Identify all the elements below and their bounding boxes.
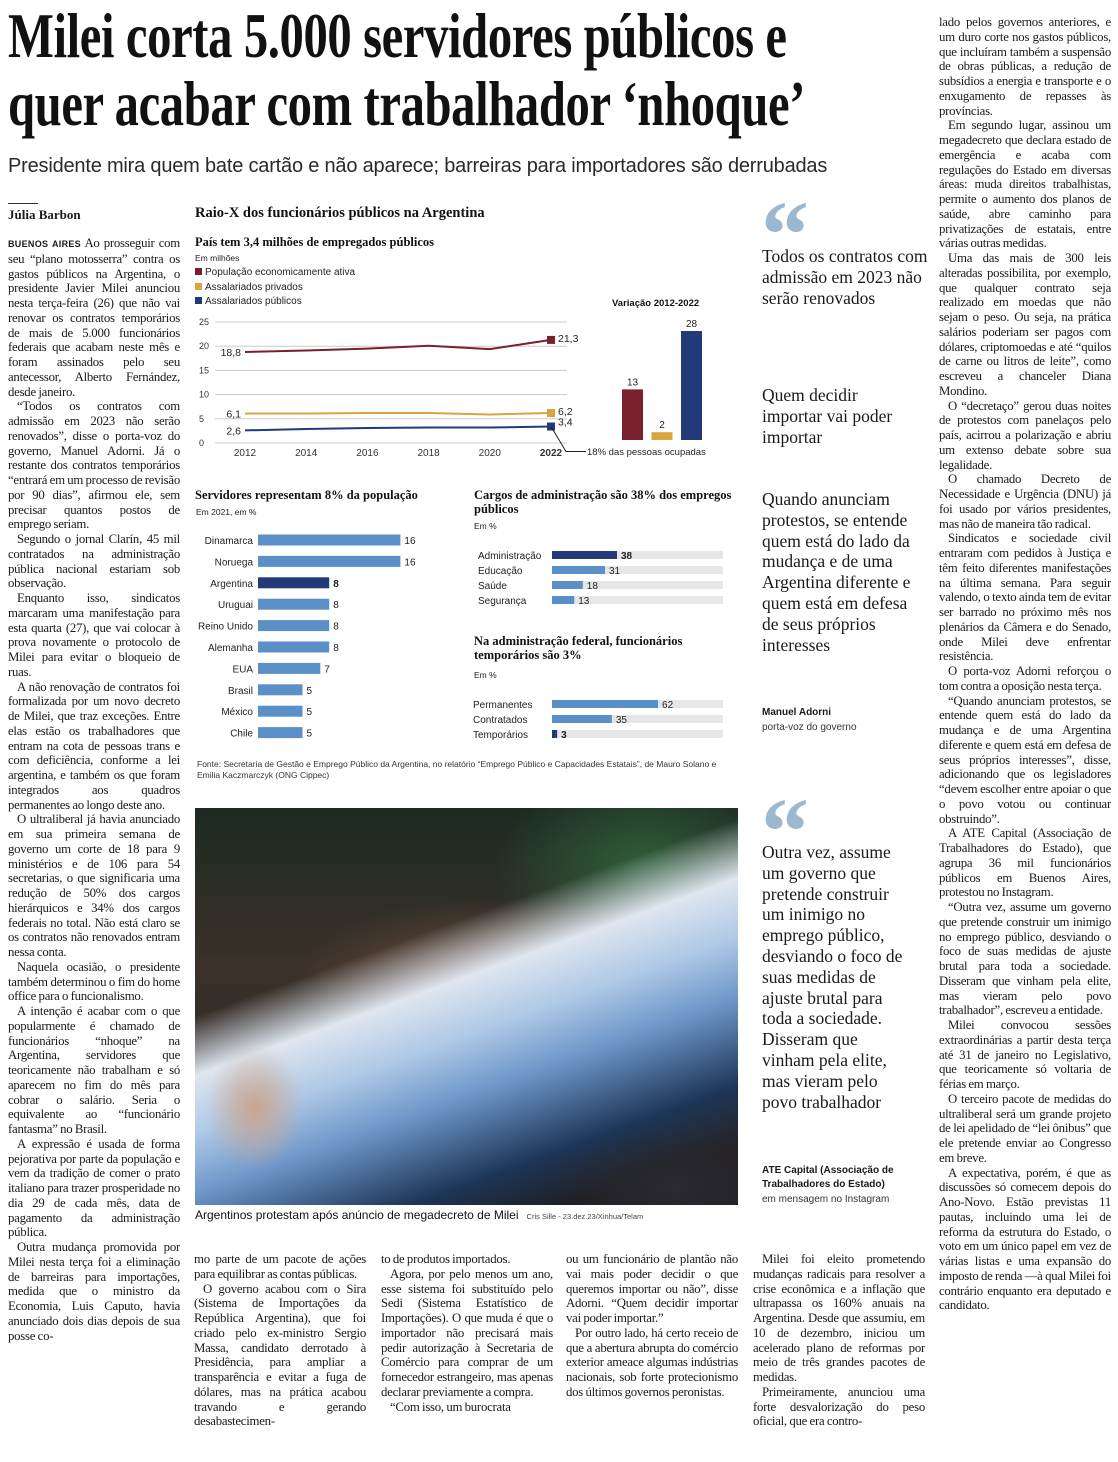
series-line-1	[245, 413, 551, 414]
paragraph-text: O terceiro pacote de medidas do ultraliberal será um grande projeto de lei apelidado de “lei ônibus” que ele pretende enviar ao Congresso em breve.	[939, 1091, 1111, 1165]
series-end-marker	[547, 336, 555, 344]
bar-category-label: Administração	[478, 551, 542, 562]
bar-value-label: 8	[333, 578, 339, 590]
y-tick-label: 15	[199, 365, 210, 376]
bar-value-label: 16	[404, 536, 416, 547]
headline-line-2: quer acabar com trabalhador ‘nhoque’	[8, 68, 806, 139]
paragraph-text: “Quando anunciam protestos, se entende quem está do lado da mudança e de uma Argentina diferente e quem está em defesa de seus próprios interesses”, disse, adicionando que os legisladores “devem escolher entre apoiar o que o povo votou ou continuar obstruindo”.	[939, 693, 1111, 826]
federal-bar-chart	[470, 694, 735, 744]
annotation-label: 18% das pessoas ocupadas	[587, 447, 706, 458]
paragraph	[8, 591, 180, 680]
paragraph	[8, 1004, 180, 1137]
y-tick-label: 10	[199, 389, 210, 400]
paragraph-text: to de produtos importados.	[381, 1252, 511, 1266]
bar-value-label: 5	[306, 707, 313, 719]
bar-category-label: Educação	[478, 566, 523, 577]
quote-author: Manuel Adorni	[762, 707, 832, 718]
paragraph	[939, 664, 1111, 694]
legend-label: População economicamente ativa	[205, 267, 356, 278]
paragraph	[8, 1137, 180, 1240]
bar	[258, 577, 329, 588]
paragraph-text: “Com isso, um burocrata	[390, 1399, 511, 1414]
paragraph	[194, 1282, 366, 1430]
paragraph	[194, 1252, 366, 1282]
paragraph-text: A expressão é usada de forma pejorativa por parte da população e vem da tradição de comer o prato italiano para trazer prosperidade no dia 29 de cada mês, data de pagamento da administração pública.	[8, 1136, 180, 1240]
bar-value-label: 5	[306, 728, 313, 740]
legend-label: Assalariados privados	[205, 281, 303, 293]
photo-caption: Argentinos protestam após anúncio de megadecreto de Milei	[195, 1208, 519, 1222]
photo-credit: Cris Sille - 23.dez.23/Xinhua/Telam	[526, 1212, 644, 1221]
quote-author-role: porta-voz do governo	[762, 722, 857, 733]
quote-mark-icon	[761, 797, 809, 843]
bar	[552, 715, 612, 723]
byline: Júlia Barbon	[8, 207, 81, 222]
bar	[258, 535, 400, 546]
quote-mark-icon	[761, 200, 809, 246]
cargos-chart-title: Cargos de administração são 38% dos empregos públicos	[474, 488, 732, 516]
paragraph-text: Sindicatos e sociedade civil entraram com pedidos à Justiça e têm feito diferentes manifestações na última semana. Para seguir valendo, o texto ainda tem de evitar ser barrado no próximo mês nos plenários da Câmera e do Senado, onde Milei deve enfrentar resistência.	[939, 531, 1111, 664]
paragraph	[8, 236, 180, 399]
subtitle: Presidente mira quem bate cartão e não aparece; barreiras para importadores são derrubadas	[8, 155, 828, 177]
paragraph-text: Por outro lado, há certo receio de que a abertura abrupta do comércio exterior ameace algumas indústrias nacionais, sob forte protecionismo dos últimos governos peronistas.	[566, 1325, 738, 1399]
x-tick-label: 2016	[356, 448, 379, 459]
bar-value-label: 16	[404, 557, 416, 569]
bar	[258, 620, 329, 631]
paragraph-text: Milei convocou sessões extraordinárias a partir desta terça até 31 de janeiro no Legislativo, que teoricamente só voltaria de férias em março.	[939, 1018, 1111, 1091]
series-end-label: 21,3	[558, 332, 579, 345]
pull-quote-1: Todos os contratos com admissão em 2023 não serão renovados	[762, 246, 928, 308]
paragraph	[939, 826, 1111, 900]
pull-quote-2: Quem decidir importar vai poder importar	[762, 385, 893, 447]
paragraph	[939, 118, 1111, 251]
paragraph	[939, 1166, 1111, 1314]
federal-chart-unit: Em %	[474, 670, 497, 680]
paragraph-text: Primeiramente, anunciou uma forte desvalorização do peso oficial, que era contro-	[753, 1384, 925, 1429]
paragraph-text: “Outra vez, assume um governo que pretende construir um inimigo no emprego público, desviando o foco de suas medidas de ajuste brutal para toda a sociedade. Disseram que vinham pela elite, mas vieram pelo povo trabalhador”, escreveu a entidade.	[939, 900, 1111, 1018]
bar-category-label: Argentina	[210, 578, 253, 590]
paragraph	[939, 399, 1111, 473]
bar-category-label: Reino Unido	[197, 621, 253, 633]
paragraph	[753, 1385, 925, 1429]
paragraph-text: ou um funcionário de plantão não vai mais poder decidir o que queremos importar ou não”, disse Adorni. “Quem decidir importar vai poder importar.”	[566, 1252, 738, 1325]
bar	[258, 556, 400, 567]
bar-category-label: Contratados	[473, 715, 528, 726]
paragraph-text: O “decretaço” gerou duas noites de protestos com panelaços pelo país, acirrou a polarização e abriu um extenso debate sobre sua legalidade.	[939, 398, 1111, 472]
series-start-label: 6,1	[226, 408, 241, 421]
bar-category-label: Saúde	[478, 581, 507, 592]
paragraph-text: A ATE Capital (Associação de Trabalhadores do Estado), que agrupa 36 mil funcionários públicos em Buenos Aires, protestou no Instagram.	[939, 826, 1111, 900]
pull-quote-3: Quando anunciam protestos, se entende quem está do lado da mudança e de uma Argentina diferente e quem está em defesa de seus próprios interesses	[762, 489, 911, 655]
paragraph-text: Outra mudança promovida por Milei nesta terça foi a eliminação de barreiras para importações, medida que o ministro da Economia, Luis Caputo, havia anunciado dois dias depois de sua posse co-	[8, 1240, 180, 1343]
bar-category-label: Brasil	[227, 685, 253, 697]
protest-photo	[195, 808, 738, 1205]
bar-category-label: Chile	[230, 728, 253, 740]
paragraph-text: A não renovação de contratos foi formalizada por um novo decreto de Milei, que traz exceções. Entre elas estão os trabalhadores que entram na cota de pessoas trans e com deficiência, conforme a lei argentina, e também os que foram integrados aos quadros permanentes ao longo deste ano.	[8, 679, 180, 812]
series-start-label: 2,6	[226, 425, 241, 438]
variation-title: Variação 2012-2022	[612, 298, 700, 309]
bar-value-label: 62	[662, 700, 674, 711]
bar	[552, 581, 583, 589]
series-start-label: 18,8	[220, 347, 241, 360]
bar-category-label: EUA	[232, 664, 253, 676]
bar-category-label: Noruega	[214, 557, 253, 569]
bar-value-label: 35	[615, 715, 627, 726]
bar-category-label: Segurança	[478, 596, 527, 607]
headline	[8, 2, 805, 138]
paragraph-text: Enquanto isso, sindicatos marcaram uma manifestação para esta quarta (27), que vai colocar à prova novamente o protocolo de Milei para evitar o bloqueio de ruas.	[8, 591, 180, 679]
series-line-2	[245, 427, 551, 431]
article-column-bottom-3	[566, 1252, 738, 1450]
variation-bar-label: 13	[626, 377, 639, 389]
paragraph-text: mo parte de um pacote de ações para equilibrar as contas públicas.	[194, 1252, 366, 1281]
legend-swatch	[195, 268, 202, 275]
x-tick-label: 2012	[233, 448, 257, 459]
bar-value-label: 7	[324, 664, 330, 676]
y-tick-label: 25	[199, 317, 210, 327]
series-end-marker	[547, 409, 555, 417]
legend-label: Assalariados públicos	[205, 296, 302, 307]
paragraph	[939, 1092, 1111, 1166]
paragraph	[566, 1326, 738, 1400]
paragraph-text: Milei foi eleito prometendo mudanças radicais para resolver a crise econômica e a inflação que ultrapassa os 160% anuais na Argentina. Desde que assumiu, em 10 de dezembro, iniciou um acelerado plano de reformas por meio de três grandes pacotes de medidas.	[753, 1252, 925, 1384]
article-column-bottom-4	[753, 1252, 925, 1450]
byline-rule	[8, 203, 38, 204]
bar-category-label: Alemanha	[207, 643, 253, 654]
legend-item	[195, 266, 355, 281]
bar-value-label: 8	[333, 600, 339, 612]
infographic-source: Fonte: Secretaria de Gestão e Emprego Público da Argentina, no relatório “Emprego Público e Capacidades Estatais”, de Mauro Solano e Emilia Kaczmarczyk (ONG Cippec)	[197, 759, 717, 780]
bar	[258, 706, 303, 717]
paragraph-text: A expectativa, porém, é que as discussões só comecem depois do Ano-Novo. Estão previstas 11 pautas, incluindo uma lei de reforma da estrutura do Estado, o voto em um único papel em vez de várias listas e uma expansão do imposto de renda —à qual Milei foi contrário enquanto era deputado e candidato.	[939, 1165, 1111, 1313]
countries-chart-title: Servidores representam 8% da população	[195, 488, 418, 502]
variation-bar	[681, 331, 702, 440]
variation-bar-label: 28	[685, 319, 698, 330]
paragraph	[939, 694, 1111, 827]
x-tick-label: 2014	[295, 448, 318, 459]
paragraph	[939, 1018, 1111, 1092]
y-tick-label: 0	[199, 438, 205, 448]
infographic-title: Raio-X dos funcionários públicos na Argentina	[195, 205, 485, 221]
paragraph	[939, 251, 1111, 399]
x-tick-label: 2022	[539, 448, 563, 459]
quote-author: ATE Capital (Associação de Trabalhadores do Estado)	[762, 1165, 894, 1190]
y-tick-label: 5	[199, 413, 205, 424]
paragraph	[566, 1252, 738, 1326]
paragraph	[8, 960, 180, 1004]
article-column-left	[8, 236, 180, 1450]
paragraph-text: Uma das mais de 300 leis alteradas possibilita, por exemplo, que qualquer contrato seja realizado em moedas que não sejam o peso. Ou seja, na prática salários poderiam ser pagos com dólares, criptomoedas e até “quilos de carne ou litros de leite”, como escreveu a chanceler Diana Mondino.	[939, 251, 1111, 398]
bar-category-label: Dinamarca	[204, 536, 253, 547]
cargos-chart-unit: Em %	[474, 521, 497, 531]
paragraph	[8, 532, 180, 591]
paragraph-text: O governo acabou com o Sira (Sistema de Importações da República Argentina), que foi criado pelo ex-ministro Sergio Massa, candidato derrotado à Presidência, para ampliar a transparência e evitar a fuga de dólares, mas na prática acabou travando e gerando desabastecimen-	[194, 1281, 366, 1429]
variation-bar-label: 2	[659, 420, 665, 432]
paragraph-text: “Todos os contratos com admissão em 2023 não serão renovados”, disse o porta-voz do governo, Manuel Adorni. Já o restante dos contratos temporários “entrará em um processo de revisão por 90 dias”, afirmou ele, sem precisar quantos postos de emprego seriam.	[8, 399, 180, 532]
y-tick-label: 20	[199, 341, 210, 352]
line-chart-unit: Em milhões	[195, 253, 240, 263]
paragraph-text: Agora, por pelo menos um ano, esse sistema foi substituído pelo Sedi (Sistema Estatístico de Importações). O que muda é que o importador não precisará mais pedir autorização à Secretaria de Comércio para comprar de um fornecedor estrangeiro, mas apenas declarar previamente a compra.	[381, 1266, 553, 1399]
bar-value-label: 8	[333, 621, 339, 633]
paragraph	[381, 1400, 553, 1415]
countries-chart-unit: Em 2021, em %	[196, 507, 257, 517]
paragraph-text: O porta-voz Adorni reforçou o tom contra a oposição nesta terça.	[939, 664, 1111, 693]
bar-value-label: 8	[333, 643, 339, 654]
paragraph	[8, 399, 180, 532]
paragraph-text: O chamado Decreto de Necessidade e Urgência (DNU) já foi usado por vários presidentes, mas não de maneira tão radical.	[939, 472, 1111, 531]
article-column-right	[939, 15, 1111, 1450]
bar-category-label: Uruguai	[217, 600, 253, 612]
paragraph-text: Em segundo lugar, assinou um megadecreto que declara estado de emergência e acaba com regulações do Estado em diversas áreas: muda direitos trabalhistas, permite o aumento dos planos de saúde, abre caminho para privatizações de estatais, entre várias outras medidas.	[939, 118, 1111, 251]
bar-value-label: 3	[561, 730, 567, 741]
bar-category-label: Temporários	[473, 730, 529, 741]
paragraph	[939, 15, 1111, 118]
article-column-bottom-2	[381, 1252, 553, 1450]
bar-value-label: 13	[578, 596, 590, 607]
paragraph-text: lado pelos governos anteriores, e um duro corte nos gastos públicos, que incluíram também a suspensão de obras públicas, a redução de subsídios a energia e transporte e o enxugamento de repasses às províncias.	[939, 15, 1111, 118]
bar-category-label: Permanentes	[473, 700, 533, 711]
variation-bar	[622, 389, 643, 440]
photo-caption-block	[195, 1208, 643, 1222]
bar	[552, 551, 617, 559]
bar	[258, 599, 329, 610]
federal-chart-title: Na administração federal, funcionários temporários são 3%	[474, 634, 683, 662]
cargos-bar-chart	[470, 545, 735, 610]
legend-swatch	[195, 283, 202, 290]
bar-value-label: 18	[586, 581, 598, 592]
bar	[552, 566, 605, 574]
bar-value-label: 38	[620, 551, 633, 562]
paragraph-text: O ultraliberal já havia anunciado em sua primeira semana de governo um corte de 18 para 9 ministérios e de 106 para 54 secretarias, o que significaria uma redução de 50% dos cargos hierárquicos e 34% dos cargos federais no total. Não está claro se os contratos não renovados entram nessa conta.	[8, 812, 180, 959]
variation-bar	[652, 432, 673, 440]
bar	[552, 700, 658, 708]
paragraph	[8, 812, 180, 960]
paragraph	[939, 531, 1111, 664]
series-end-label: 6,2	[558, 405, 573, 418]
bar	[552, 730, 557, 738]
bar	[258, 642, 329, 653]
x-tick-label: 2020	[478, 448, 501, 459]
paragraph	[939, 472, 1111, 531]
bar	[258, 684, 303, 695]
paragraph-text: A intenção é acabar com o que popularmente é chamado de funcionários “nhoque” na Argentina, servidores que teoricamente não trabalham e só aparecem no fim do mês para cobrar o salário. Seria o equivalente ao “funcionário fantasma” no Brasil.	[8, 1004, 180, 1136]
paragraph	[381, 1252, 553, 1267]
article-column-bottom-1	[194, 1252, 366, 1450]
line-and-variation-chart	[195, 290, 735, 465]
pull-quote-4: Outra vez, assume um governo que pretende construir um inimigo no emprego público, desviando o foco de suas medidas de ajuste brutal para toda a sociedade. Disseram que vinham pela elite, mas vieram pelo povo trabalhador	[762, 842, 903, 1112]
quote-author-role: em mensagem no Instagram	[762, 1194, 890, 1205]
line-chart-title: País tem 3,4 milhões de empregados públicos	[195, 235, 435, 249]
paragraph	[939, 900, 1111, 1018]
bar	[258, 663, 320, 674]
headline-line-1: Milei corta 5.000 servidores públicos e	[8, 0, 787, 71]
series-end-label: 3,4	[558, 416, 573, 429]
paragraph	[8, 680, 180, 813]
paragraph	[8, 1240, 180, 1343]
dateline: BUENOS AIRES	[8, 239, 81, 249]
paragraph	[753, 1252, 925, 1385]
bar-track	[552, 730, 723, 738]
bar	[258, 727, 303, 738]
bar-value-label: 31	[609, 566, 621, 577]
paragraph	[381, 1267, 553, 1400]
paragraph-text: Naquela ocasião, o presidente também determinou o fim do home office para o funcionalismo.	[8, 959, 180, 1004]
paragraph-text: Segundo o jornal Clarín, 45 mil contratados na administração pública nacional estariam sob observação.	[8, 532, 180, 591]
bar	[552, 596, 574, 604]
bar-value-label: 5	[306, 685, 313, 697]
x-tick-label: 2018	[417, 448, 440, 459]
bar-category-label: México	[221, 707, 253, 719]
paragraph-text: Ao prosseguir com seu “plano motosserra” contra os gastos públicos na Argentina, o presidente Javier Milei anunciou nesta terça-feira (26) que não vai renovar os contratos temporários de mais de 5.000 funcionários federais que acabam neste mês e foram assinados pelo seu antecessor, Alberto Fernández, desde janeiro.	[8, 236, 180, 399]
countries-bar-chart	[195, 528, 465, 743]
